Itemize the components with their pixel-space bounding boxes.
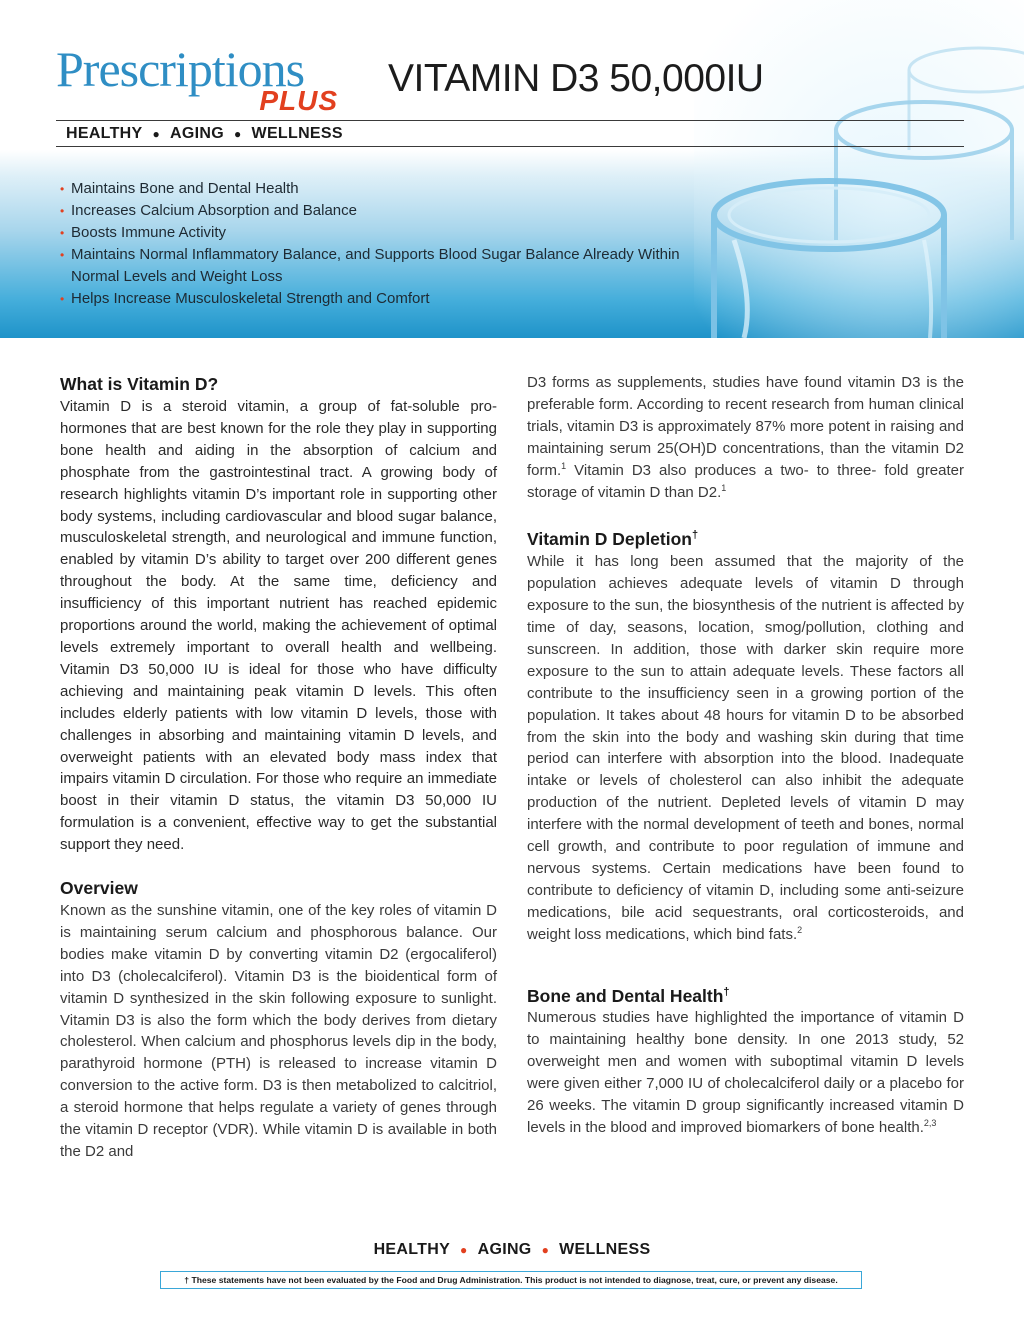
section-heading-depletion (527, 523, 964, 551)
section-body-overview: Known as the sunshine vitamin, one of the key roles of vitamin D is maintaining serum calcium and phosphorous balance. Our bodies make vitamin D by converting vitamin D2 (ergocaliferol) into D3 (cholecalciferol). Vitamin D3 is the bioidentical form of vitamin D synthesized in the skin following exposure to sunlight. Vitamin D3 is also the form which the body derives from dietary cholesterol. When calcium and phosphorus levels dip in the body, parathyroid hormone (PTH) is released to increase vitamin D conversion to the active form. D3 is then metabolized to calcitriol, a steroid hormone that helps regulate a variety of genes through the vitamin D receptor (VDR). While vitamin D is available in both the D2 and (60, 902, 497, 1160)
benefit-text: Helps Increase Musculoskeletal Strength and Comfort (71, 290, 430, 307)
footer-tagline (0, 1240, 1024, 1260)
tagline-word: AGING (170, 125, 224, 142)
bullet-icon: • (60, 204, 65, 218)
reference-mark: 2,3 (923, 1117, 937, 1128)
benefit-text: Maintains Normal Inflammatory Balance, and Supports Blood Sugar Balance Already Within Normal Levels and Weight Loss (71, 246, 680, 285)
benefit-item (60, 200, 680, 222)
logo-wordmark: Prescriptions (56, 41, 305, 97)
header-rule-top (56, 120, 964, 121)
overview-continued-text: D3 forms as supplements, studies have found vitamin D3 is the preferable form. According to recent research from human clinical trials, vitamin D3 is approximately 87% more potent in raising and maintaining serum 25(OH)D concentrations, than the vitamin D2 form. (527, 374, 964, 479)
right-column (527, 372, 964, 1139)
dagger-mark: † (691, 529, 699, 542)
header-rule-bottom (56, 146, 964, 147)
section-body-depletion (527, 551, 964, 945)
bullet-icon: • (60, 292, 65, 306)
left-column (60, 372, 497, 1163)
tagline-separator: ● (233, 127, 242, 141)
benefit-item (60, 178, 680, 200)
reference-mark: 2 (797, 924, 803, 935)
tagline-word: HEALTHY (373, 1241, 451, 1258)
section-heading-what-is: What is Vitamin D? (60, 374, 219, 394)
tagline-separator: ● (152, 127, 161, 141)
benefit-item (60, 288, 680, 310)
benefit-list (60, 178, 680, 310)
header-tagline (66, 124, 343, 144)
tagline-separator: ● (460, 1243, 468, 1257)
section-heading-bone (527, 980, 964, 1008)
tagline-word: AGING (477, 1241, 532, 1258)
heading-text: Vitamin D Depletion (527, 529, 692, 550)
test-tubes-illustration (694, 0, 1024, 338)
brand-logo (56, 40, 346, 120)
overview-continued-text: Vitamin D3 also produces a two- to three- fold greater storage of vitamin D than D2. (527, 461, 964, 501)
fda-disclaimer: † These statements have not been evaluated by the Food and Drug Administration. This product is not intended to diagnose, treat, cure, or prevent any disease. (160, 1271, 862, 1289)
section-body-what-is: Vitamin D is a steroid vitamin, a group of fat-soluble pro-hormones that are best known for the role they play in supporting bone health and aiding in the absorption of calcium and phosphate from the gastrointestinal tract. A growing body of research highlights vitamin D’s important role in supporting other body systems, including cardiovascular and blood sugar balance, musculoskeletal strength, and neurological and immune function, enabled by vitamin D’s ability to target over 200 different genes throughout the body. At the same time, deficiency and insufficiency of this important nutrient has reached epidemic proportions around the world, making the achievement of optimal levels extremely important to overall health and wellbeing. Vitamin D3 50,000 IU is ideal for those who have difficulty achieving and maintaining peak vitamin D levels. This often includes elderly patients with low vitamin D levels, those with challenges in absorbing and maintaining vitamin D levels, and overweight patients with an elevated body mass index that impairs vitamin D circulation. For those who require an immediate boost in their vitamin D status, the vitamin D3 50,000 IU formulation is a convenient, effective way to get the substantial support they need. (60, 398, 497, 854)
tagline-word: WELLNESS (251, 125, 343, 142)
section-body-bone (527, 1007, 964, 1138)
benefit-item (60, 222, 680, 244)
bullet-icon: • (60, 226, 65, 240)
tagline-word: WELLNESS (559, 1241, 651, 1258)
reference-mark: 1 (721, 482, 727, 493)
depletion-text: While it has long been assumed that the majority of the population achieves adequate levels of vitamin D through exposure to the sun, the biosynthesis of the nutrient is affected by time of day, seasons, location, smog/pollution, clothing and sunscreen. In addition, those with darker skin require more exposure to the sun to attain adequate levels. These factors all contribute to the insufficiency seen in a growing portion of the population. It takes about 48 hours for vitamin D to be absorbed from the skin into the body and washing skin during that time period can interfere with absorption into the blood. Inadequate intake or levels of cholesterol can also inhibit the adequate production of the nutrient. Depleted levels of vitamin D may interfere with the normal development of teeth and bones, normal cell growth, and contribute to poor regulation of immune and nervous systems. Certain medications have been found to contribute to deficiency of vitamin D, including some anti-seizure medications, bile acid sequestrants, oral corticosteroids, and weight loss medications, which bind fats. (527, 553, 964, 943)
bone-text: Numerous studies have highlighted the importance of vitamin D to maintaining healthy bone density. In one 2013 study, 52 overweight men and women with suboptimal vitamin D levels were given either 7,000 IU of cholecalciferol daily or a placebo for 26 weeks. The vitamin D group significantly increased vitamin D levels in the blood and improved biomarkers of bone health. (527, 1009, 964, 1136)
benefit-item (60, 244, 680, 288)
tagline-word: HEALTHY (66, 125, 143, 142)
section-body-overview-continued (527, 372, 964, 503)
bullet-icon: • (60, 248, 65, 262)
benefit-text: Maintains Bone and Dental Health (71, 180, 299, 197)
header-band (0, 0, 1024, 338)
dagger-mark: † (723, 985, 730, 998)
bullet-icon: • (60, 182, 65, 196)
benefit-text: Increases Calcium Absorption and Balance (71, 202, 357, 219)
tagline-separator: ● (541, 1243, 550, 1257)
heading-text: Bone and Dental Health (527, 985, 724, 1006)
benefit-text: Boosts Immune Activity (71, 224, 227, 241)
product-title: VITAMIN D3 50,000IU (388, 57, 764, 100)
logo-plus: PLUS (259, 85, 338, 116)
reference-mark: 1 (561, 460, 567, 471)
section-heading-overview: Overview (60, 878, 138, 899)
